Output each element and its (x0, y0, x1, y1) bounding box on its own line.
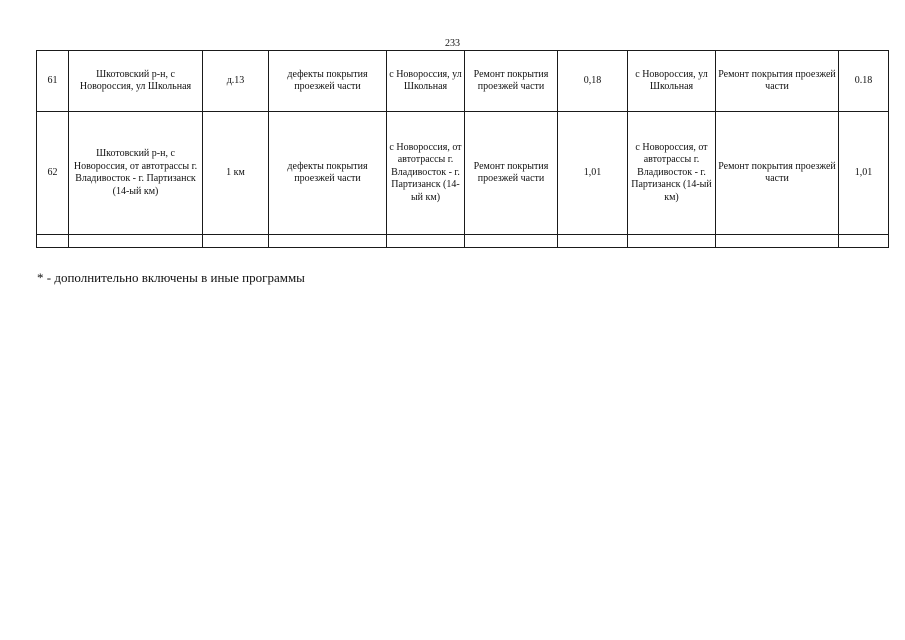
work-cell: Ремонт покрытия проезжей части (465, 51, 558, 112)
footnote: * - дополнительно включены в иные программы (37, 270, 305, 285)
work-cell: Ремонт покрытия проезжей части (465, 112, 558, 235)
table-row (37, 51, 889, 112)
empty-cell (269, 235, 387, 248)
house-cell: 1 км (203, 112, 269, 235)
quantity-cell-2: 1,01 (839, 112, 889, 235)
empty-cell (203, 235, 269, 248)
empty-cell (69, 235, 203, 248)
empty-cell (716, 235, 839, 248)
place-cell-2: с Новороссия, от автотрассы г. Владивосток - г. Партизанск (14-ый км) (628, 112, 716, 235)
empty-table-row (37, 235, 889, 248)
empty-cell (37, 235, 69, 248)
place-cell-2: с Новороссия, ул Школьная (628, 51, 716, 112)
row-number-cell: 62 (37, 112, 69, 235)
defect-cell: дефекты покрытия проезжей части (269, 51, 387, 112)
page-number: 233 (445, 38, 460, 49)
defect-cell: дефекты покрытия проезжей части (269, 112, 387, 235)
road-repair-table (36, 50, 889, 248)
table-row (37, 112, 889, 235)
empty-cell (628, 235, 716, 248)
place-cell: с Новороссия, ул Школьная (387, 51, 465, 112)
work-cell-2: Ремонт покрытия проезжей части (716, 112, 839, 235)
quantity-cell-2: 0.18 (839, 51, 889, 112)
work-cell-2: Ремонт покрытия проезжей части (716, 51, 839, 112)
row-number-cell: 61 (37, 51, 69, 112)
empty-cell (558, 235, 628, 248)
quantity-cell: 0,18 (558, 51, 628, 112)
house-cell: д.13 (203, 51, 269, 112)
place-cell: с Новороссия, от автотрассы г. Владивосток - г. Партизанск (14-ый км) (387, 112, 465, 235)
empty-cell (465, 235, 558, 248)
location-cell: Шкотовский р-н, с Новороссия, ул Школьная (69, 51, 203, 112)
location-cell: Шкотовский р-н, с Новороссия, от автотрассы г. Владивосток - г. Партизанск (14-ый км) (69, 112, 203, 235)
quantity-cell: 1,01 (558, 112, 628, 235)
empty-cell (839, 235, 889, 248)
empty-cell (387, 235, 465, 248)
